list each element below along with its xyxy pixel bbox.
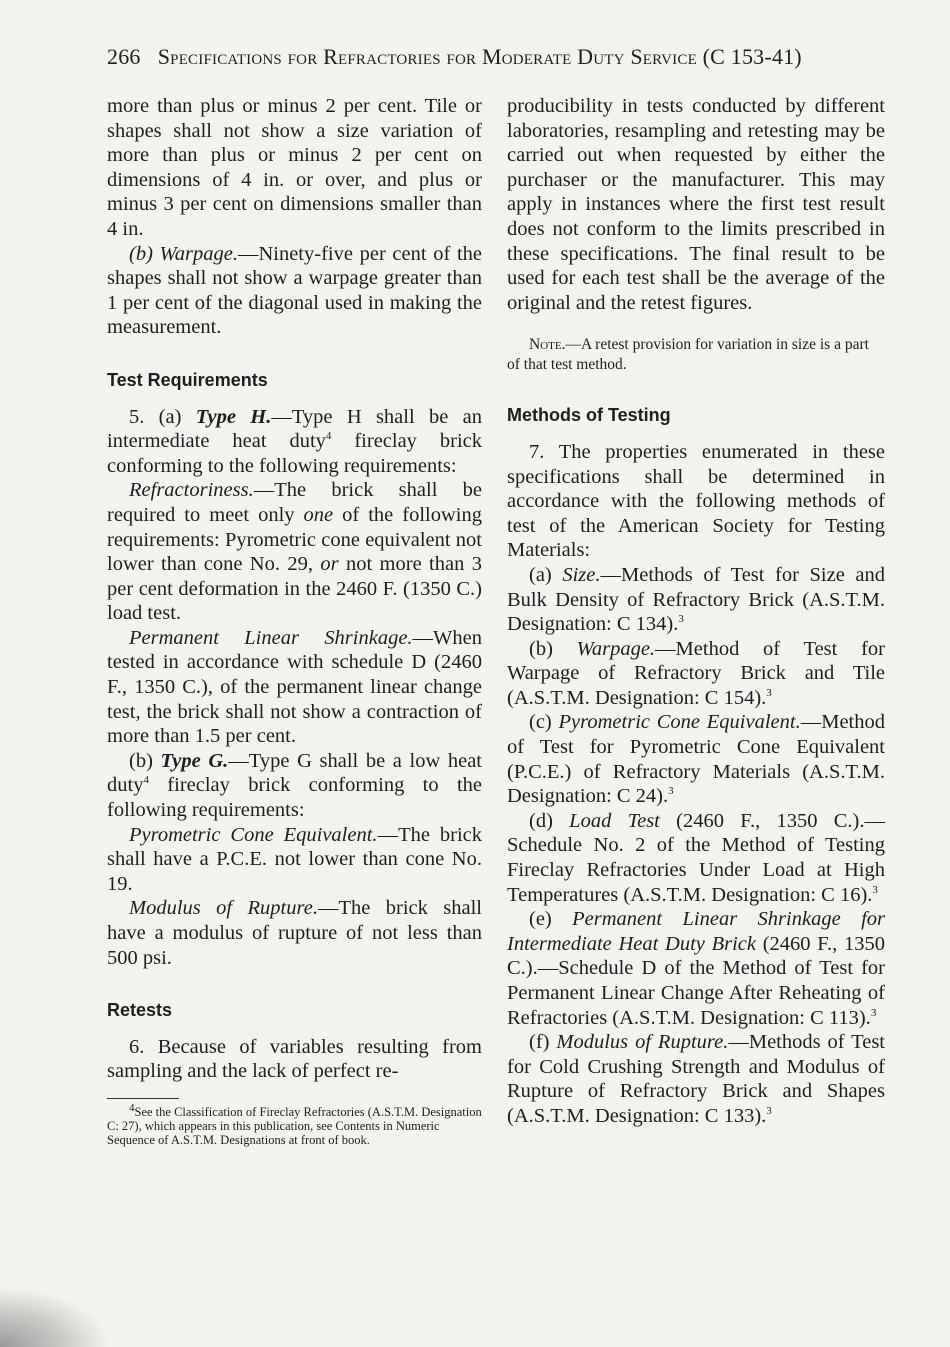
- method-modulus-of-rupture: (f) Modulus of Rupture.—Methods of Test for Cold Crushing Strength and Modulus of Rupture of Refractory Brick and Shapes (A.S.T.M. Designation: C 133).$^3$: [507, 1031, 885, 1127]
- paragraph-retests: 6. Because of variables resulting from sampling and the lack of perfect re-: [107, 1035, 482, 1083]
- paragraph-retests-continued: producibility in tests conducted by different laboratories, resampling and retesting may be carried out when requested by either the purchaser or the manufacturer. This may apply in instances where the first test result does not conform to the limits prescribed in these specifications. The final result to be used for each test shall be the average of the original and the retest figures.: [507, 95, 885, 314]
- running-header: [107, 44, 887, 70]
- paragraph-methods: 7. The properties enumerated in these specifications shall be determined in accordance with the following methods of test of the American Society for Testing Materials:: [507, 440, 885, 562]
- heading-methods-of-testing: Methods of Testing: [507, 405, 671, 426]
- left-column: [107, 94, 482, 1147]
- paragraph-refractoriness: Refractoriness.—The brick shall be required to meet only one of the following requirements: Pyrometric cone equivalent not lower than cone No. 29, or not more than 3 per cent deformation in the 2460 F. (1350 C.) load test.: [107, 479, 483, 625]
- method-warpage: (b) Warpage.—Method of Test for Warpage of Refractory Brick and Tile (A.S.T.M. Designation: C 154).$^3$: [507, 637, 885, 709]
- method-load-test: (d) Load Test (2460 F., 1350 C.).—Schedule No. 2 of the Method of Testing Fireclay Refractories Under Load at High Temperatures (A.S.T.M. Designation: C 16).$^3$: [507, 809, 885, 906]
- paragraph-size-tolerance: more than plus or minus 2 per cent. Tile or shapes shall not show a size variation of more than plus or minus 2 per cent on dimensions of 4 in. or over, and plus or minus 3 per cent on dimensions smaller than 4 in.: [107, 95, 482, 240]
- pce-label: Pyrometric Cone Equivalent.: [129, 823, 378, 846]
- method-size: (a) Size.—Methods of Test for Size and Bulk Density of Refractory Brick (A.S.T.M. Designation: C 134).$^3$: [507, 563, 885, 636]
- scan-shadow: [0, 1287, 110, 1347]
- note-label: Note.: [529, 336, 566, 354]
- paragraph-warpage: (b) Warpage.—Ninety-five per cent of the shapes shall not show a warpage greater than 1 per cent of the diagonal used in making the measurement.: [107, 242, 482, 339]
- footnote: $^4$See the Classification of Fireclay Refractories (A.S.T.M. Designation C: 27), which appears in this publication, see Contents in Numeric Sequence of A.S.T.M. Designations at front of book.: [107, 1101, 482, 1147]
- heading-test-requirements: Test Requirements: [107, 369, 268, 390]
- type-g-label: Type G.: [160, 749, 229, 772]
- header-designation: (C 153-41): [702, 44, 802, 69]
- footnote-rule: [107, 1098, 179, 1099]
- pls-label: Permanent Linear Shrinkage.: [129, 626, 413, 649]
- note: Note.—A retest provision for variation in size is a part of that test method.: [507, 336, 869, 374]
- paragraph-type-g: (b) Type G.—Type G shall be a low heat duty$^4$ fireclay brick conforming to the following requirements:: [107, 749, 483, 822]
- paragraph-permanent-linear-shrinkage: Permanent Linear Shrinkage.—When tested in accordance with schedule D (2460 F., 1350 C.), of the permanent linear change test, the brick shall not show a contraction of more than 1.5 per cent.: [107, 626, 482, 748]
- right-column: [507, 94, 885, 1129]
- warpage-label: (b) Warpage.: [129, 242, 238, 265]
- paragraph-pce: Pyrometric Cone Equivalent.—The brick shall have a P.C.E. not lower than cone No. 19.: [107, 823, 482, 895]
- paragraph-modulus-of-rupture: Modulus of Rupture.—The brick shall have a modulus of rupture of not less than 500 psi.: [107, 897, 482, 969]
- type-h-label: Type H.: [195, 405, 272, 428]
- method-permanent-linear-shrinkage: (e) Permanent Linear Shrinkage for Intermediate Heat Duty Brick (2460 F., 1350 C.).—Schedule D of the Method of Test for Permanent Linear Change After Reheating of Refractories (A.S.T.M. Designation: C 113).$^3$: [507, 908, 885, 1029]
- refractoriness-label: Refractoriness.: [129, 479, 254, 502]
- method-pce: (c) Pyrometric Cone Equivalent.—Method of Test for Pyrometric Cone Equivalent (P.C.E.) of Refractory Materials (A.S.T.M. Designation: C 24).$^3$: [507, 711, 885, 808]
- header-title: Specifications for Refractories for Moderate Duty Service: [157, 44, 697, 69]
- mor-label: Modulus of Rupture.: [129, 897, 318, 920]
- page-number: 266: [107, 44, 141, 69]
- heading-retests: Retests: [107, 1000, 173, 1021]
- paragraph-type-h: 5. (a) Type H.—Type H shall be an intermediate heat duty$^4$ fireclay brick conforming to the following requirements:: [107, 405, 482, 477]
